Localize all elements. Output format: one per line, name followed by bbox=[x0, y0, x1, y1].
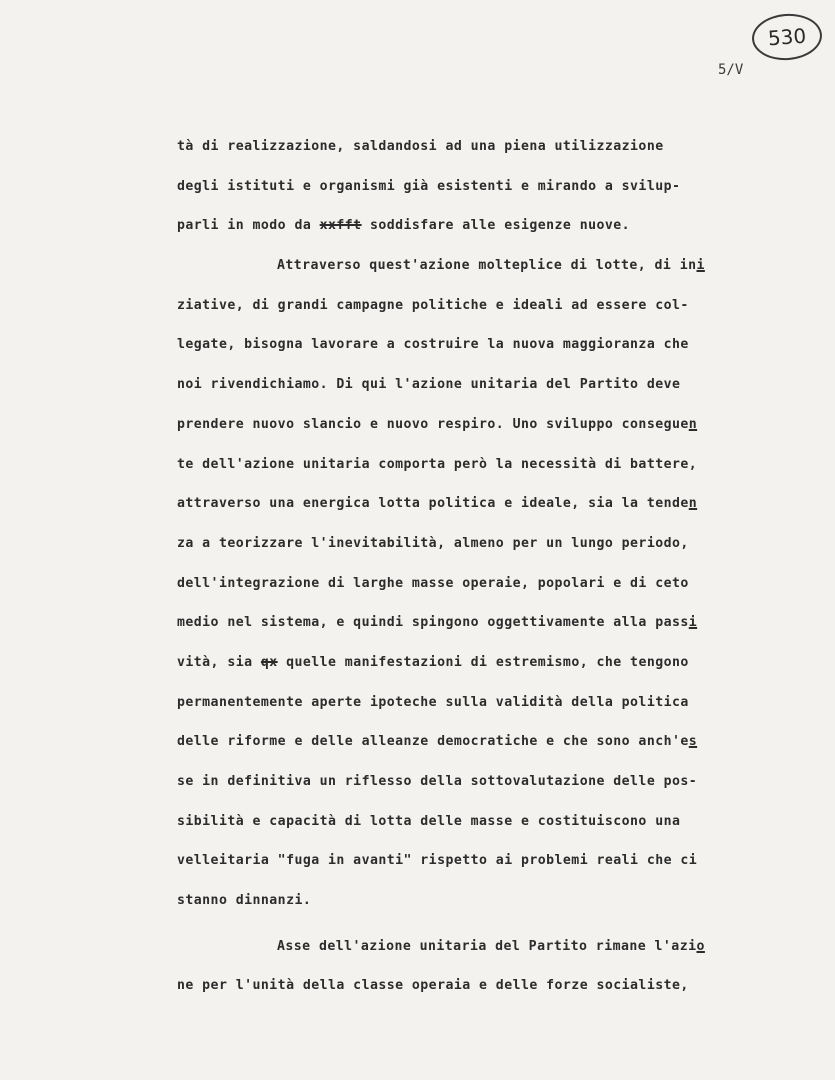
text-line-paragraph-start: Attraverso quest'azione molteplice di lotte, di ini bbox=[277, 258, 705, 274]
stamp-number: 530 bbox=[767, 23, 807, 51]
text-line: za a teorizzare l'inevitabilità, almeno per un lungo periodo, bbox=[177, 535, 689, 551]
archive-number-stamp bbox=[750, 12, 823, 63]
text-line: attraverso una energica lotta politica e ideale, sia la tenden bbox=[177, 496, 698, 512]
text-line: permanentemente aperte ipoteche sulla validità della politica bbox=[177, 694, 689, 710]
text-line: ziative, di grandi campagne politiche e ideali ad essere col- bbox=[177, 297, 689, 313]
text-line: ne per l'unità della classe operaia e delle forze socialiste, bbox=[177, 978, 689, 994]
text-line: te dell'azione unitaria comporta però la necessità di battere, bbox=[177, 456, 698, 472]
underlined-char: n bbox=[688, 496, 698, 512]
text-line: dell'integrazione di larghe masse operaie, popolari e di ceto bbox=[177, 575, 689, 591]
text-line: vità, sia qx quelle manifestazioni di estremismo, che tengono bbox=[177, 654, 689, 670]
text-line: legate, bisogna lavorare a costruire la nuova maggioranza che bbox=[177, 337, 689, 353]
page-reference: 5/V bbox=[718, 62, 744, 78]
text-line: delle riforme e delle alleanze democratiche e che sono anch'es bbox=[177, 734, 698, 750]
struck-out-word: qx bbox=[260, 654, 278, 670]
text-line: velleitaria "fuga in avanti" rispetto ai problemi reali che ci bbox=[177, 853, 698, 869]
text-line: medio nel sistema, e quindi spingono oggettivamente alla passi bbox=[177, 615, 698, 631]
text-line: parli in modo da xxfft soddisfare alle esigenze nuove. bbox=[177, 218, 631, 234]
text-line: prendere nuovo slancio e nuovo respiro. Uno sviluppo conseguen bbox=[177, 416, 698, 432]
text-line: noi rivendichiamo. Di qui l'azione unitaria del Partito deve bbox=[177, 377, 681, 393]
text-line: stanno dinnanzi. bbox=[177, 893, 312, 909]
underlined-char: i bbox=[696, 258, 705, 274]
text-line: se in definitiva un riflesso della sottovalutazione delle pos- bbox=[177, 774, 698, 789]
text-line: sibilità e capacità di lotta delle masse e costituiscono una bbox=[177, 813, 681, 829]
typewritten-body bbox=[177, 135, 827, 1014]
text-line: tà di realizzazione, saldandosi ad una piena utilizzazione bbox=[177, 139, 664, 154]
struck-out-word: xxfft bbox=[319, 218, 362, 234]
underlined-char: n bbox=[688, 416, 698, 432]
text-line: degli istituti e organismi già esistenti e mirando a svilup- bbox=[177, 178, 681, 194]
underlined-char: s bbox=[688, 734, 698, 750]
underlined-char: o bbox=[696, 938, 705, 954]
text-line-paragraph-start: Asse dell'azione unitaria del Partito rimane l'azio bbox=[277, 938, 705, 954]
underlined-char: i bbox=[688, 615, 698, 631]
